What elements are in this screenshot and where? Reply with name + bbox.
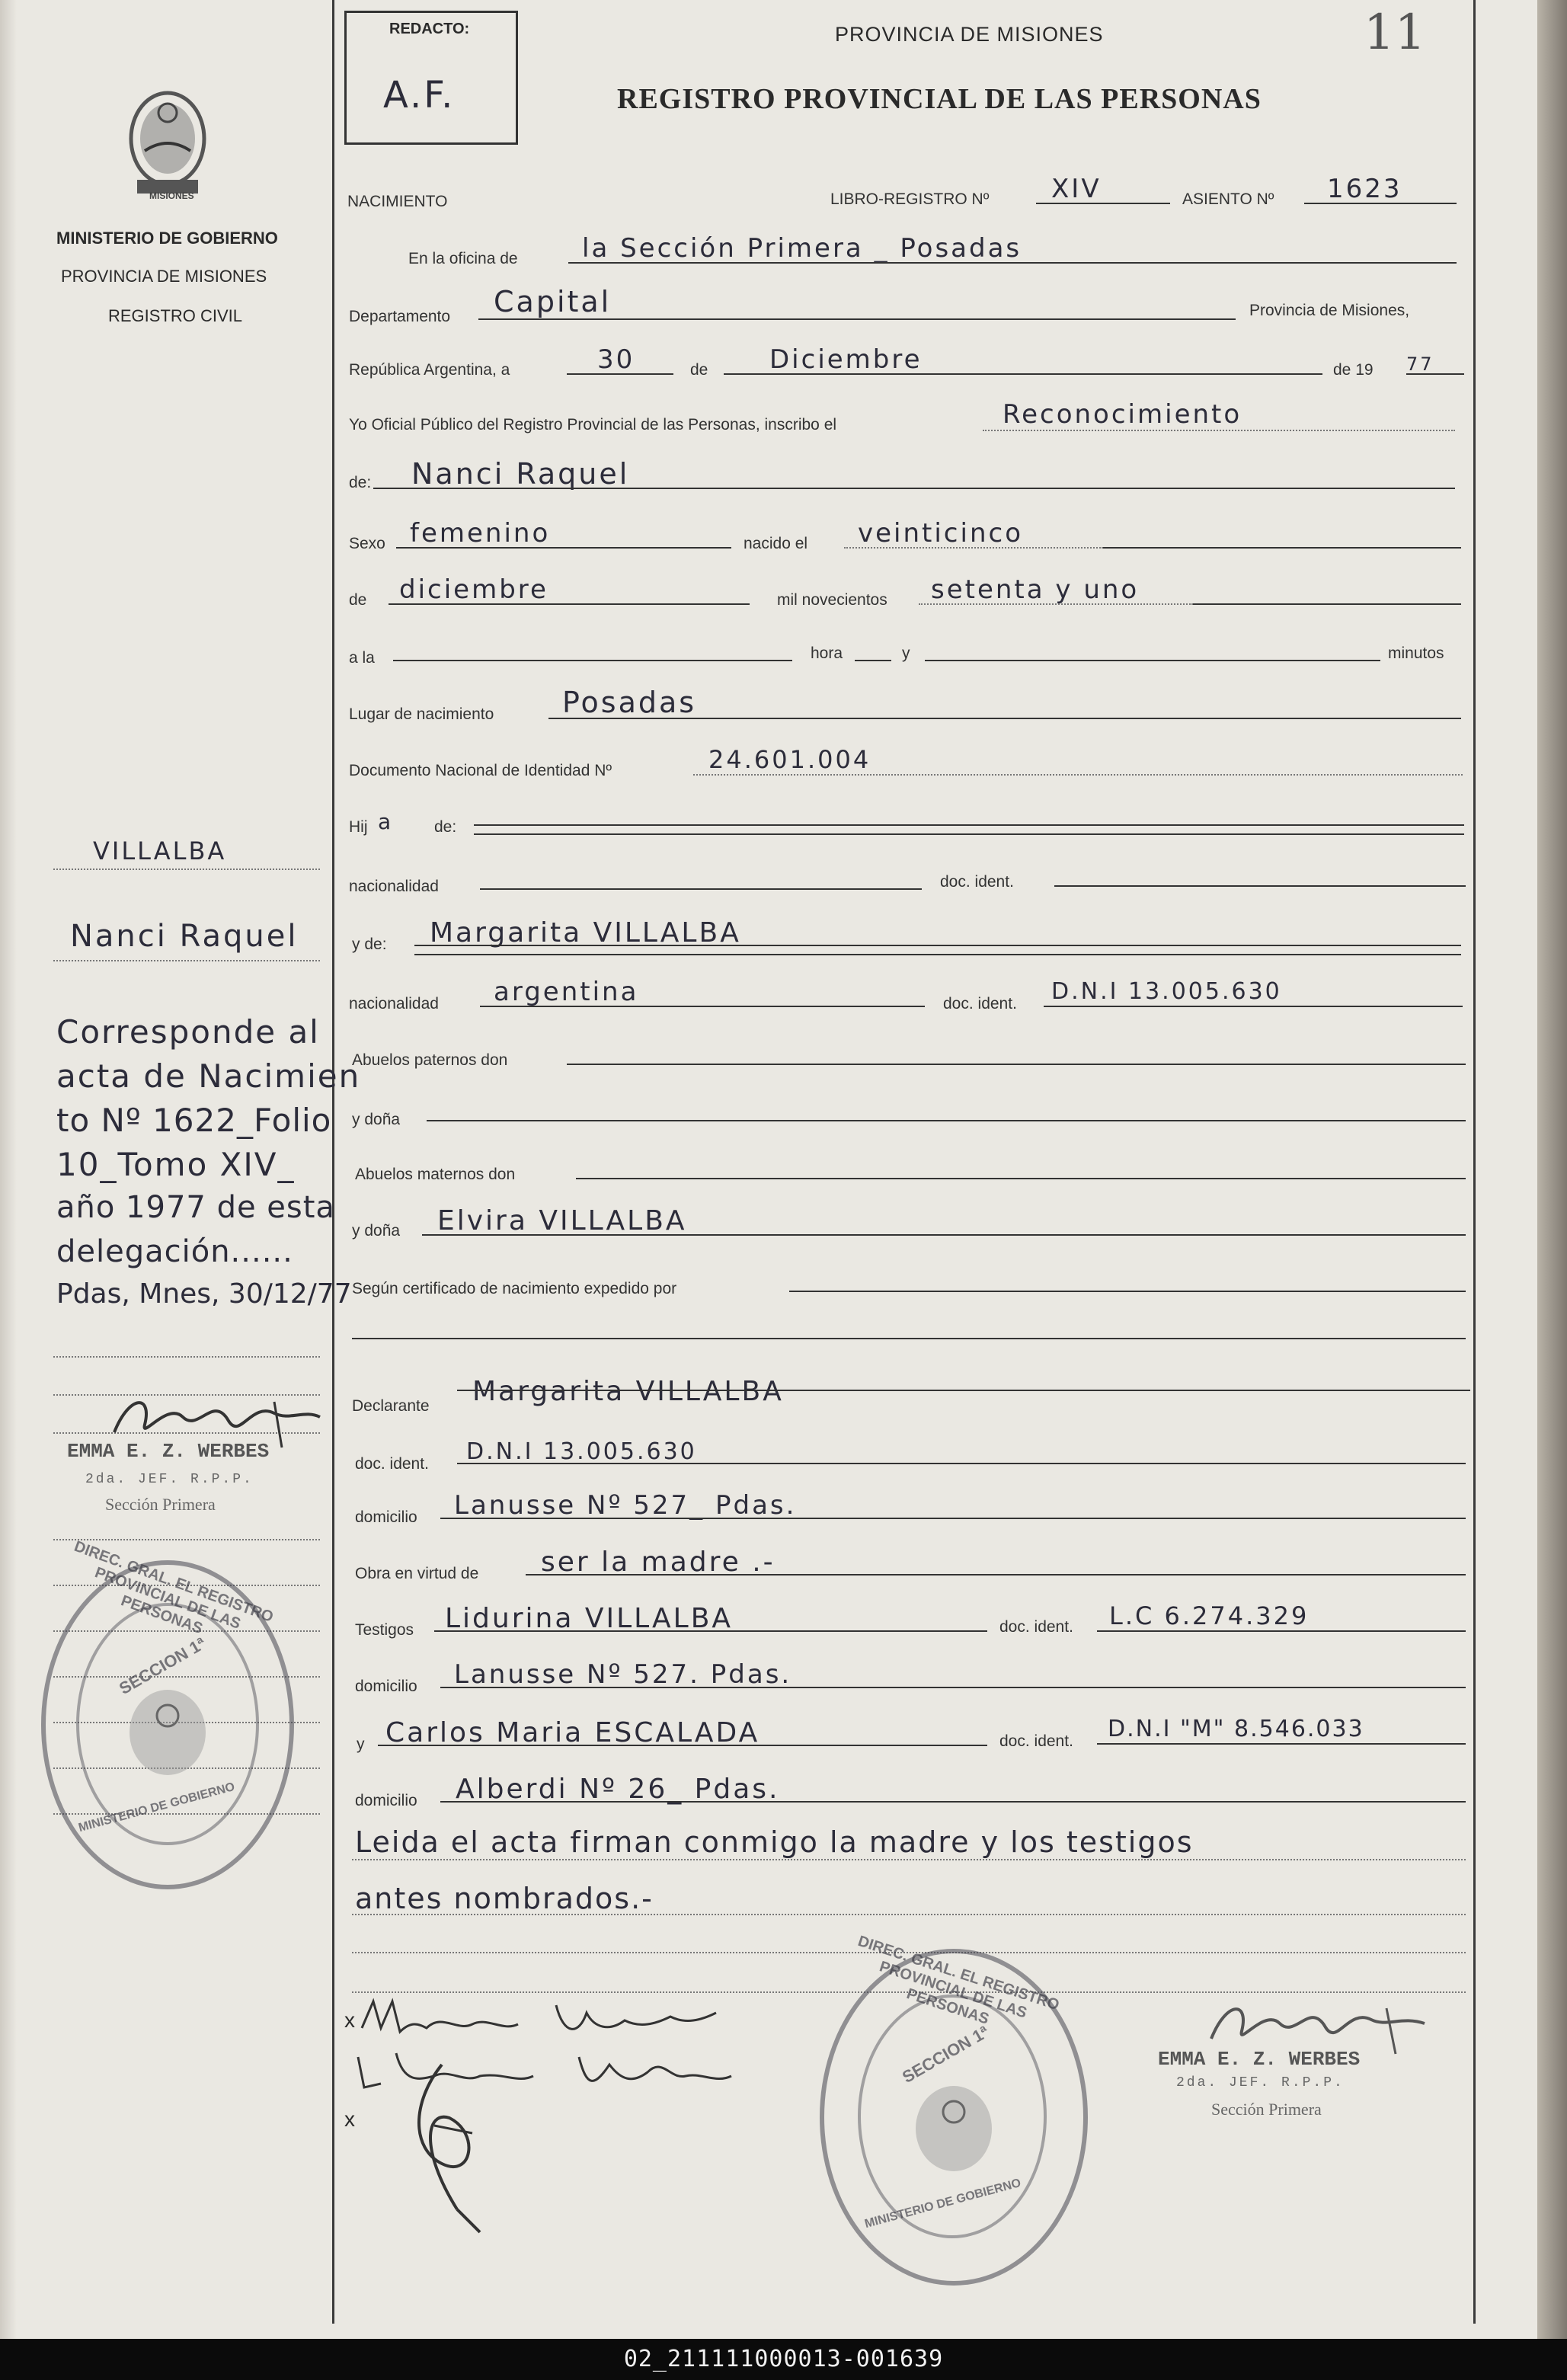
form-line bbox=[789, 1291, 1466, 1292]
margin-surname: VILLALBA bbox=[93, 837, 227, 865]
obra-value: ser la madre .- bbox=[541, 1547, 776, 1578]
hij-suffix: a bbox=[378, 809, 394, 834]
domicilio1-label: domicilio bbox=[355, 1508, 417, 1526]
form-line bbox=[478, 318, 1236, 320]
departamento-label: Departamento bbox=[349, 308, 451, 325]
form-line bbox=[414, 954, 1461, 955]
form-line bbox=[1103, 547, 1461, 549]
margin-seal bbox=[41, 1537, 294, 1889]
signature-margarita bbox=[358, 1990, 724, 2043]
nacionalidad2-value: argentina bbox=[494, 977, 639, 1007]
testigo1-doc-label: doc. ident. bbox=[999, 1618, 1073, 1636]
nacionalidad1-label: nacionalidad bbox=[349, 878, 439, 895]
ministry-name: MINISTERIO DE GOBIERNO bbox=[56, 229, 278, 248]
form-line bbox=[457, 1463, 1466, 1464]
asiento-value: 1623 bbox=[1327, 174, 1402, 204]
provincia-suffix: Provincia de Misiones, bbox=[1249, 302, 1410, 319]
seal-label: MISIONES bbox=[149, 190, 194, 201]
testigo1-doc-value: L.C 6.274.329 bbox=[1109, 1601, 1310, 1630]
anio-value: 77 bbox=[1406, 353, 1434, 375]
dni-value: 24.601.004 bbox=[708, 745, 871, 774]
margin-seal-center: SECCION 1ª bbox=[115, 1633, 209, 1699]
signature-scribble bbox=[396, 2057, 510, 2240]
y2-label: y bbox=[357, 1735, 365, 1753]
form-line bbox=[526, 1574, 1466, 1575]
form-line bbox=[440, 1687, 1466, 1688]
form-line bbox=[567, 373, 673, 375]
bottom-seal-ministry: MINISTERIO DE GOBIERNO bbox=[863, 2176, 1023, 2231]
margin-dotline bbox=[53, 1539, 320, 1540]
mes-value: Diciembre bbox=[769, 344, 923, 375]
sexo-label: Sexo bbox=[349, 535, 385, 552]
margin-given-names: Nanci Raquel bbox=[70, 919, 299, 954]
form-line bbox=[855, 660, 891, 661]
section-label: NACIMIENTO bbox=[347, 193, 448, 210]
nombre-value: Nanci Raquel bbox=[411, 457, 630, 491]
form-line bbox=[1406, 373, 1464, 375]
testigos-label: Testigos bbox=[355, 1621, 414, 1639]
doc-ident2-value: D.N.I 13.005.630 bbox=[1051, 978, 1282, 1005]
official-stamp-section: Sección Primera bbox=[1211, 2100, 1322, 2119]
form-line bbox=[480, 1006, 925, 1007]
margin-note-line: acta de Nacimien bbox=[56, 1057, 361, 1095]
margin-note-line: to Nº 1622_Folio bbox=[56, 1102, 332, 1139]
form-line bbox=[440, 1518, 1466, 1519]
departamento-value: Capital bbox=[494, 285, 612, 318]
form-dotline bbox=[919, 603, 1193, 605]
form-line bbox=[427, 1120, 1466, 1121]
page-shadow bbox=[0, 0, 17, 2339]
doc-ident1-label: doc. ident. bbox=[940, 873, 1014, 891]
mil-label: mil novecientos bbox=[777, 591, 887, 609]
margin-dotline bbox=[53, 869, 320, 870]
redactado-box bbox=[344, 11, 518, 145]
nacionalidad2-label: nacionalidad bbox=[349, 995, 439, 1012]
y-label: y bbox=[902, 645, 910, 662]
form-line bbox=[378, 1745, 987, 1746]
form-line bbox=[1097, 1630, 1466, 1632]
form-line bbox=[1044, 1006, 1463, 1007]
hora-label: hora bbox=[811, 645, 843, 662]
decl-doc-label: doc. ident. bbox=[355, 1455, 429, 1473]
de-label: de bbox=[690, 361, 708, 379]
margin-note-line: año 1977 de esta bbox=[56, 1190, 335, 1225]
form-line bbox=[422, 1234, 1466, 1236]
oficina-value: la Sección Primera _ Posadas bbox=[582, 233, 1022, 264]
oficial-label: Yo Oficial Público del Registro Provincial de las Personas, inscribo el bbox=[349, 416, 837, 433]
testigo2-value: Carlos Maria ESCALADA bbox=[385, 1717, 760, 1748]
lugar-label: Lugar de nacimiento bbox=[349, 705, 494, 723]
footer-id: 02_211111000013-001639 bbox=[0, 2339, 1567, 2380]
form-line bbox=[352, 1338, 1466, 1339]
abuela-mat-value: Elvira VILLALBA bbox=[437, 1205, 687, 1236]
certificado-label: Según certificado de nacimiento expedido por bbox=[352, 1280, 677, 1297]
margin-official-section: Sección Primera bbox=[105, 1495, 216, 1514]
doc-ident2-label: doc. ident. bbox=[943, 995, 1017, 1012]
form-right-border bbox=[1473, 0, 1476, 2324]
lugar-value: Posadas bbox=[562, 686, 697, 719]
form-line bbox=[393, 660, 792, 661]
form-line bbox=[474, 833, 1464, 835]
testigo2-doc-label: doc. ident. bbox=[999, 1732, 1073, 1750]
abuelos-pat-label: Abuelos paternos don bbox=[352, 1051, 508, 1069]
hij-label: Hij bbox=[349, 818, 368, 836]
libro-label: LIBRO-REGISTRO Nº bbox=[830, 190, 990, 208]
testigo1-value: Lidurina VILLALBA bbox=[445, 1603, 734, 1634]
form-dotline bbox=[352, 1914, 1466, 1915]
closing-line-2: antes nombrados.- bbox=[355, 1882, 654, 1915]
anio-nac-value: setenta y uno bbox=[931, 574, 1140, 605]
margin-note-line: Pdas, Mnes, 30/12/77 bbox=[56, 1278, 352, 1310]
form-line bbox=[474, 824, 1464, 826]
de4-label: de: bbox=[434, 818, 457, 836]
form-line bbox=[457, 1390, 1470, 1391]
libro-value: XIV bbox=[1051, 174, 1102, 204]
dia-value: 30 bbox=[597, 344, 635, 375]
registry-name: REGISTRO CIVIL bbox=[108, 306, 243, 325]
y-dona2-label: y doña bbox=[352, 1222, 401, 1240]
form-dotline bbox=[352, 1859, 1466, 1860]
closing-line-1: Leida el acta firman conmigo la madre y los testigos bbox=[355, 1825, 1194, 1859]
margin-seal-emblem-icon bbox=[122, 1687, 213, 1778]
form-dotline bbox=[844, 547, 1103, 549]
decl-doc-value: D.N.I 13.005.630 bbox=[466, 1438, 697, 1465]
form-line bbox=[1304, 203, 1457, 204]
sexo-value: femenino bbox=[410, 518, 551, 549]
de2-label: de: bbox=[349, 474, 372, 491]
page-number: 11 bbox=[1364, 5, 1426, 61]
province-name: PROVINCIA DE MISIONES bbox=[61, 267, 267, 286]
margin-note-line: 10_Tomo XIV_ bbox=[56, 1146, 296, 1183]
domicilio2-label: domicilio bbox=[355, 1678, 417, 1695]
header-title: REGISTRO PROVINCIAL DE LAS PERSONAS bbox=[617, 83, 1262, 115]
form-line bbox=[1036, 203, 1170, 204]
margin-seal-ministry: MINISTERIO DE GOBIERNO bbox=[77, 1780, 237, 1835]
form-line bbox=[548, 718, 1461, 719]
declarante-value: Margarita VILLALBA bbox=[472, 1376, 784, 1407]
anio-label: de 19 bbox=[1333, 361, 1374, 379]
testigo2-doc-value: D.N.I "M" 8.546.033 bbox=[1108, 1716, 1364, 1742]
form-line bbox=[440, 1801, 1466, 1803]
a-la-label: a la bbox=[349, 649, 375, 667]
form-line bbox=[576, 1178, 1466, 1179]
form-dotline bbox=[693, 774, 1463, 776]
domicilio2-value: Lanusse Nº 527. Pdas. bbox=[454, 1659, 792, 1690]
coat-of-arms-icon bbox=[122, 82, 213, 204]
oficina-label: En la oficina de bbox=[408, 250, 518, 267]
domicilio1-value: Lanusse Nº 527_ Pdas. bbox=[454, 1490, 797, 1521]
page-edge bbox=[1537, 0, 1567, 2339]
form-line bbox=[567, 1064, 1466, 1065]
form-line bbox=[396, 547, 731, 549]
minutos-label: minutos bbox=[1388, 645, 1444, 662]
domicilio3-value: Alberdi Nº 26_ Pdas. bbox=[456, 1774, 780, 1805]
bottom-seal-text: DIREC. GRAL. EL REGISTRO PROVINCIAL DE LAS PERSONAS bbox=[855, 1932, 1062, 2028]
form-line bbox=[434, 1630, 987, 1632]
asiento-label: ASIENTO Nº bbox=[1182, 190, 1274, 208]
sig-x-mark: x bbox=[344, 2008, 355, 2032]
margin-official-name: EMMA E. Z. WERBES bbox=[67, 1440, 270, 1463]
nacido-label: nacido el bbox=[744, 535, 808, 552]
form-line bbox=[568, 262, 1457, 264]
abuelos-mat-label: Abuelos maternos don bbox=[355, 1166, 516, 1183]
bottom-seal bbox=[820, 1932, 1088, 2286]
margin-dotline bbox=[53, 1356, 320, 1358]
margin-official-title: 2da. JEF. R.P.P. bbox=[85, 1472, 254, 1487]
form-line bbox=[414, 945, 1461, 946]
form-line bbox=[724, 373, 1322, 375]
bottom-seal-center: SECCION 1ª bbox=[898, 2022, 993, 2087]
header-province: PROVINCIA DE MISIONES bbox=[835, 23, 1104, 46]
de3-label: de bbox=[349, 591, 367, 609]
margin-seal-text: DIREC. GRAL. EL REGISTRO PROVINCIAL DE LAS PERSONAS bbox=[72, 1537, 276, 1638]
form-dotline bbox=[983, 430, 1455, 431]
margin-dotline bbox=[53, 960, 320, 961]
mes-nac-value: diciembre bbox=[399, 574, 548, 605]
form-line bbox=[480, 888, 922, 890]
bottom-seal-emblem-icon bbox=[908, 2083, 999, 2174]
official-stamp-name: EMMA E. Z. WERBES bbox=[1158, 2048, 1361, 2071]
margin-note-line: delegación...... bbox=[56, 1234, 293, 1269]
domicilio3-label: domicilio bbox=[355, 1792, 417, 1809]
form-line bbox=[925, 660, 1380, 661]
declarante-label: Declarante bbox=[352, 1397, 430, 1415]
nacido-value: veinticinco bbox=[858, 518, 1023, 549]
dni-label: Documento Nacional de Identidad Nº bbox=[349, 762, 612, 779]
form-line bbox=[1054, 885, 1466, 887]
oficial-value: Reconocimiento bbox=[1003, 399, 1242, 430]
republica-label: República Argentina, a bbox=[349, 361, 510, 379]
margin-note-line: Corresponde al bbox=[56, 1013, 320, 1051]
official-stamp-title: 2da. JEF. R.P.P. bbox=[1176, 2075, 1345, 2090]
form-line bbox=[389, 603, 750, 605]
form-line bbox=[1097, 1743, 1466, 1745]
form-left-border bbox=[332, 0, 334, 2324]
redactado-label: REDACTO: bbox=[389, 21, 470, 37]
form-line bbox=[373, 488, 1455, 489]
y-dona1-label: y doña bbox=[352, 1111, 401, 1128]
sig-x-mark-2: x bbox=[344, 2107, 355, 2131]
redactado-value: A.F. bbox=[383, 74, 456, 117]
obra-label: Obra en virtud de bbox=[355, 1565, 479, 1582]
form-line bbox=[1193, 603, 1461, 605]
madre-value: Margarita VILLALBA bbox=[430, 917, 741, 948]
y-de-label: y de: bbox=[352, 936, 387, 953]
